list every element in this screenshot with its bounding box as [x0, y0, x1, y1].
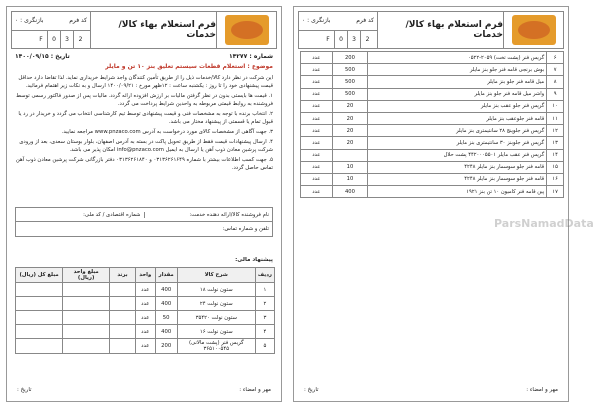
table-cell: 50 [155, 311, 177, 325]
table-cell: 20 [332, 125, 368, 137]
table-cell [16, 325, 63, 339]
table-cell: قامه فنر جلوعقب بنز مایلر [368, 112, 547, 124]
table-cell: عدد [301, 149, 333, 161]
economic-code-field[interactable]: شماره اقتصادی / کد ملی: [16, 212, 145, 218]
form-header [298, 11, 564, 49]
table-cell [16, 339, 63, 354]
table-row [301, 149, 564, 161]
table-header-row: ردیف شرح کالا مقدار واحد برند مبلغ واحد (ریال) مبلغ کل (ریال) [16, 268, 275, 283]
table-cell: گرپس فنر عقب مایلر ۴۴۲۰۰۰۵۵۰۱ پشت حلال [368, 149, 547, 161]
form-code-label: کد فرم [69, 17, 87, 25]
table-row [301, 125, 564, 137]
form-code: F 0 3 2 [322, 31, 374, 49]
note-item: ۵. جهت کسب اطلاعات بیشتر با شماره ۰۳۱۳۶۲۶۱۶۴۹ و ۰۳۱۳۶۲۶۱۸۴۰ دفتر بازرگانی شرکت پرشین معادن ذوب آهن تماس حاصل گردد. [15, 157, 273, 171]
table-cell: ۱۶ [547, 173, 564, 185]
items-table-continued [300, 51, 564, 198]
table-cell: ستون نولت ۳۵۴۲۰ [177, 311, 255, 325]
form-meta [299, 12, 377, 48]
table-row [301, 186, 564, 198]
table-cell: ۱۲ [547, 125, 564, 137]
page-footer [17, 387, 271, 393]
footer-date-label: تاریخ : [304, 387, 319, 393]
table-row [16, 311, 275, 325]
table-cell: 400 [155, 297, 177, 311]
revision-label: بازنگری : ۰ [302, 17, 331, 25]
table-cell: ۸ [547, 76, 564, 88]
company-logo [225, 15, 269, 45]
vendor-info-box [15, 207, 273, 237]
table-cell: 400 [332, 186, 368, 198]
inquiry-letter [15, 53, 273, 174]
table-cell: 10 [332, 161, 368, 173]
form-page-2 [293, 6, 594, 402]
table-cell: عدد [301, 173, 333, 185]
table-cell: ۱۵ [547, 161, 564, 173]
table-cell [63, 339, 110, 354]
table-cell: ۱۴ [547, 149, 564, 161]
table-row [301, 88, 564, 100]
stamp-label: مهر و امضاء : [239, 387, 271, 393]
phone-field[interactable]: تلفن و شماره تماس: [222, 226, 269, 232]
table-cell: 500 [332, 88, 368, 100]
table-cell: گرپس فنر جلو عقب بنز مایلر [368, 100, 547, 112]
table-cell: ستون نولت ۱۸ [177, 283, 255, 297]
form-code-label: کد فرم [356, 17, 374, 25]
table-cell: ستون نولت ۱۶ [177, 325, 255, 339]
table-cell: قامه فنر جلو سوسمار بنز مایلر ۴۲۴۸ [368, 173, 547, 185]
table-cell: ۲ [255, 297, 274, 311]
table-cell: ۵ [255, 339, 274, 354]
table-cell [63, 325, 110, 339]
table-row [301, 64, 564, 76]
table-cell [110, 297, 136, 311]
note-item: ۲. انتخاب برنده با توجه به مشخصات فنی و قیمت پیشنهادی توسط تیم کارشناسی انتخاب می گردد و خریدار در رد یا قبول تمام یا قسمتی از پیشنهاد مختار می باشد. [18, 111, 273, 125]
table-row [16, 297, 275, 311]
table-row [301, 76, 564, 88]
table-cell: عدد [301, 161, 333, 173]
table-cell: عدد [135, 311, 155, 325]
table-row [301, 100, 564, 112]
table-cell: عدد [135, 297, 155, 311]
table-cell [110, 311, 136, 325]
table-cell [16, 283, 63, 297]
table-cell: ۱۰ [547, 100, 564, 112]
table-cell: 20 [332, 112, 368, 124]
table-cell [16, 311, 63, 325]
table-cell: ۱۷ [547, 186, 564, 198]
table-cell: 500 [332, 76, 368, 88]
table-cell [110, 283, 136, 297]
footer-date-label: تاریخ : [17, 387, 32, 393]
table-cell: ۹ [547, 88, 564, 100]
table-row [301, 173, 564, 185]
table-cell: ستون نولت ۲۴ [177, 297, 255, 311]
table-cell [110, 325, 136, 339]
table-cell: 400 [155, 283, 177, 297]
table-row [301, 52, 564, 64]
table-cell: بوش برنجی قامه فنر جلو بنز مایلر [368, 64, 547, 76]
table-cell: قامه فنر جلو سوسمار بنز مایلر ۴۲۴۸ [368, 161, 547, 173]
table-cell: عدد [301, 125, 333, 137]
stamp-label: مهر و امضاء : [526, 387, 558, 393]
note-item: ۳. جهت آگاهی از مشخصات کالای مورد درخواست به آدرس www.pnzaco.com مراجعه نمایید. [61, 129, 273, 135]
table-cell: گرپس فنر جلوبنز ۳۰ سانتیمتری بنز مایلر [368, 137, 547, 149]
table-cell: میل قامه فنر جلو بنز مایلر [368, 76, 547, 88]
offer-title: پیشنهاد مالی: [235, 257, 273, 263]
table-row [301, 112, 564, 124]
form-header [11, 11, 277, 49]
form-title: فرم استعلام بهاء کالا/خدمات [377, 12, 503, 48]
letter-date: تاریخ : ۱۴۰۰/۰۹/۱۵ [15, 53, 70, 60]
form-meta [12, 12, 90, 48]
note-item: ۴. ارسال پیشنهادات قیمت فقط از طریق تحویل پاکت در بسته به آدرس اصفهان، بلوار بوستان سعدی، بعد از ورودی شرکت پرشین معادن ذوب آهن یا ارسال به ایمیل info@pnzaco.com امکان پذیر می باشد. [19, 139, 273, 153]
table-row [301, 161, 564, 173]
table-cell: ۷ [547, 64, 564, 76]
table-cell: عدد [301, 64, 333, 76]
table-cell: گرپس فنر جلوپنج ۲۸ سانتیمتری بنز مایلر [368, 125, 547, 137]
logo-cell [503, 12, 563, 48]
page-footer [304, 387, 558, 393]
company-logo [512, 15, 556, 45]
table-cell: ۴ [255, 325, 274, 339]
table-cell: گریس فنر (پشت مالانی) ۳۶۵۱۰۰۵۴۵ [177, 339, 255, 354]
form-page-1 [6, 6, 282, 402]
table-cell: 20 [332, 137, 368, 149]
table-cell: عدد [301, 88, 333, 100]
table-row [16, 325, 275, 339]
table-cell [63, 311, 110, 325]
table-cell: ۱۳ [547, 137, 564, 149]
table-cell: واشر میل قامه فنر جلو بنز مایلر [368, 88, 547, 100]
table-cell: عدد [301, 137, 333, 149]
table-cell [63, 283, 110, 297]
table-cell: ۳ [255, 311, 274, 325]
letter-intro: این شرکت در نظر دارد کالا/خدمات ذیل را از طریق تأمین کنندگان واجد شرایط خریداری نماید. لذا تقاضا دارد حداقل قیمت پیشنهادی خود را تا روز : یکشنبه ساعت : ۱۲ظهر مورخ : ۱۴۰۰/۰۹/۲۱ ارسال و به نکات زیر اهتمام فرمائید. [18, 75, 273, 89]
table-row [16, 339, 275, 354]
table-row [301, 137, 564, 149]
table-cell: 200 [332, 52, 368, 64]
vendor-name-field[interactable]: نام فروشنده کالا/ارائه دهنده خدمت: [189, 211, 269, 218]
table-cell [63, 297, 110, 311]
table-cell: 10 [332, 173, 368, 185]
table-cell: ۶ [547, 52, 564, 64]
table-cell: ۱ [255, 283, 274, 297]
table-cell [332, 149, 368, 161]
table-cell: 500 [332, 64, 368, 76]
table-cell: گریس فنر (پشت تخت) ۲۰۵۹-۰۵۲۲ [368, 52, 547, 64]
table-row [16, 283, 275, 297]
letter-subject: موضوع : استعلام قطعات سیستم تعلیق بنز ۱۰ تن و مایلر [105, 63, 273, 70]
table-cell: عدد [135, 283, 155, 297]
table-cell: عدد [301, 112, 333, 124]
table-cell: عدد [135, 325, 155, 339]
table-cell: پین قامه فنر کامیون ۱۰ تن بنز ۱۹۲۱ [368, 186, 547, 198]
table-cell: عدد [301, 52, 333, 64]
form-title: فرم استعلام بهاء کالا/خدمات [90, 12, 216, 48]
table-cell: عدد [301, 76, 333, 88]
note-item: ۱. قیمت ها بایستی بدون در نظر گرفتن مالیات بر ارزش افزوده ارائه گردد. مالیات پس از صدور فاکتور رسمی توسط فروشنده به روابط قیمتی مربوطه به واحدین شرایط پرداخت می گردد. [16, 93, 273, 107]
table-cell: ۱۱ [547, 112, 564, 124]
table-cell: 200 [155, 339, 177, 354]
offer-table [15, 267, 275, 354]
table-cell: عدد [301, 100, 333, 112]
table-cell [110, 339, 136, 354]
letter-number: شماره : ۱۴۲۷۷ [228, 53, 273, 60]
table-cell: 400 [155, 325, 177, 339]
table-cell: عدد [301, 186, 333, 198]
table-cell: عدد [135, 339, 155, 354]
table-cell: 20 [332, 100, 368, 112]
watermark-text: ParsNamadData [494, 217, 594, 230]
revision-label: بازنگری : ۰ [15, 17, 44, 25]
table-cell [16, 297, 63, 311]
logo-cell [216, 12, 276, 48]
form-code: F 0 3 2 [35, 31, 87, 49]
